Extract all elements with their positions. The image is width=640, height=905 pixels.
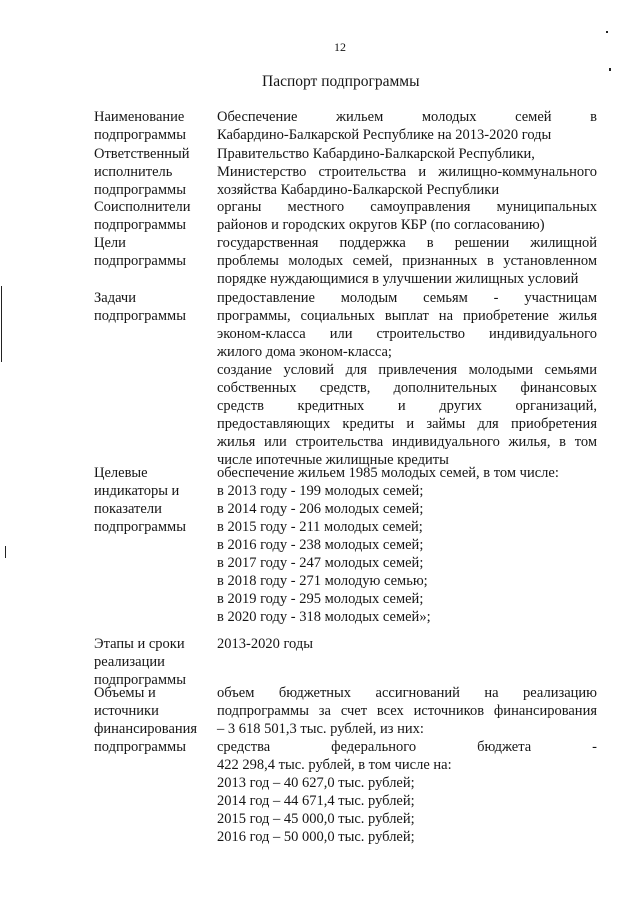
row-label-line: Этапы и сроки [94,636,185,652]
row-label-line: подпрограммы [94,217,186,233]
row-value-line: эконом-класса или строительство индивидуального [217,326,597,342]
row-label [94,234,214,270]
row-value-line: в 2018 году - 271 молодую семью; [217,573,428,589]
row-value-line: создание условий для привлечения молодыми семьями [217,362,597,378]
page-title: Паспорт подпрограммы [262,73,420,90]
row-value [217,198,597,234]
row-value-line: подпрограммы за счет всех источников финансирования [217,703,597,719]
row-value-line: в 2013 году - 199 молодых семей; [217,483,424,499]
row-label-line: Цели [94,235,126,251]
row-value-line: проблемы молодых семей, признанных в установленном [217,253,597,269]
row-value-line: 2015 год – 45 000,0 тыс. рублей; [217,811,415,827]
row-value-line: программы, социальных выплат на приобретение жилья [217,308,597,324]
row-label-line: подпрограммы [94,308,186,324]
row-value-line: предоставляющих кредиты и займы для приобретения [217,416,597,432]
row-label-line: Целевые [94,465,148,481]
row-value-line: 2013-2020 годы [217,636,313,652]
row-label-line: Объемы и [94,685,156,701]
row-value [217,684,597,846]
row-label [94,198,214,234]
row-label-line: подпрограммы [94,182,186,198]
row-value [217,234,597,288]
row-value-line: средств кредитных и других организаций, [217,398,597,414]
row-label [94,108,214,144]
row-label-line: Наименование [94,109,185,125]
row-value-line: хозяйства Кабардино-Балкарской Республики [217,182,500,198]
row-value-line: объем бюджетных ассигнований на реализацию [217,685,597,701]
row-label-line: подпрограммы [94,253,186,269]
row-label-line: исполнитель [94,164,173,180]
row-label-line: показатели [94,501,162,517]
row-value-line: – 3 618 501,3 тыс. рублей, из них: [217,721,424,737]
scan-mark [5,546,6,558]
row-value-line: в 2016 году - 238 молодых семей; [217,537,424,553]
row-value [217,108,597,144]
row-value-line: порядке нуждающимися в улучшении жилищных условий [217,271,579,287]
row-value-line: жилья или строительства индивидуального жилья, в том [217,434,597,450]
row-value [217,289,597,469]
row-label-line: подпрограммы [94,127,186,143]
row-value-line: Кабардино-Балкарской Республике на 2013-2020 годы [217,127,552,143]
row-value-line: в 2014 году - 206 молодых семей; [217,501,424,517]
scan-mark [1,286,2,362]
row-label [94,635,214,689]
row-value-line: Обеспечение жильем молодых семей в [217,109,597,125]
row-value-line: жилого дома эконом-класса; [217,344,392,360]
row-value-line: районов и городских округов КБР (по согласованию) [217,217,545,233]
row-value-line: 2016 год – 50 000,0 тыс. рублей; [217,829,415,845]
row-value-line: средства федерального бюджета - [217,739,597,755]
row-value-line: в 2015 году - 211 молодых семей; [217,519,423,535]
row-value [217,635,597,653]
row-label-line: индикаторы и [94,483,180,499]
row-value-line: Правительство Кабардино-Балкарской Республики, [217,146,535,162]
scan-mark [606,31,608,33]
row-label-line: финансирования [94,721,198,737]
row-label-line: подпрограммы [94,519,186,535]
row-value-line: в 2019 году - 295 молодых семей; [217,591,424,607]
row-value [217,464,597,626]
row-value-line: в 2017 году - 247 молодых семей; [217,555,424,571]
row-label-line: Задачи [94,290,136,306]
row-label-line: источники [94,703,159,719]
row-value-line: Министерство строительства и жилищно-коммунального [217,164,597,180]
row-value-line: в 2020 году - 318 молодых семей»; [217,609,431,625]
row-value-line: 2013 год – 40 627,0 тыс. рублей; [217,775,415,791]
page-number: 12 [334,40,346,54]
scan-mark [609,68,611,71]
row-label-line: реализации [94,654,165,670]
row-label [94,684,214,756]
row-label [94,289,214,325]
row-label-line: Соисполнители [94,199,191,215]
row-label-line: подпрограммы [94,739,186,755]
row-value [217,145,597,199]
row-value-line: обеспечение жильем 1985 молодых семей, в том числе: [217,465,559,481]
row-label [94,464,214,536]
row-value-line: предоставление молодым семьям - участницам [217,290,597,306]
row-label-line: подпрограммы [94,672,186,688]
row-value-line: собственных средств, дополнительных финансовых [217,380,597,396]
row-label-line: Ответственный [94,146,190,162]
row-value-line: 422 298,4 тыс. рублей, в том числе на: [217,757,452,773]
row-value-line: 2014 год – 44 671,4 тыс. рублей; [217,793,415,809]
row-value-line: числе ипотечные жилищные кредиты [217,452,449,468]
row-value-line: органы местного самоуправления муниципальных [217,199,597,215]
row-label [94,145,214,199]
row-value-line: государственная поддержка в решении жилищной [217,235,597,251]
